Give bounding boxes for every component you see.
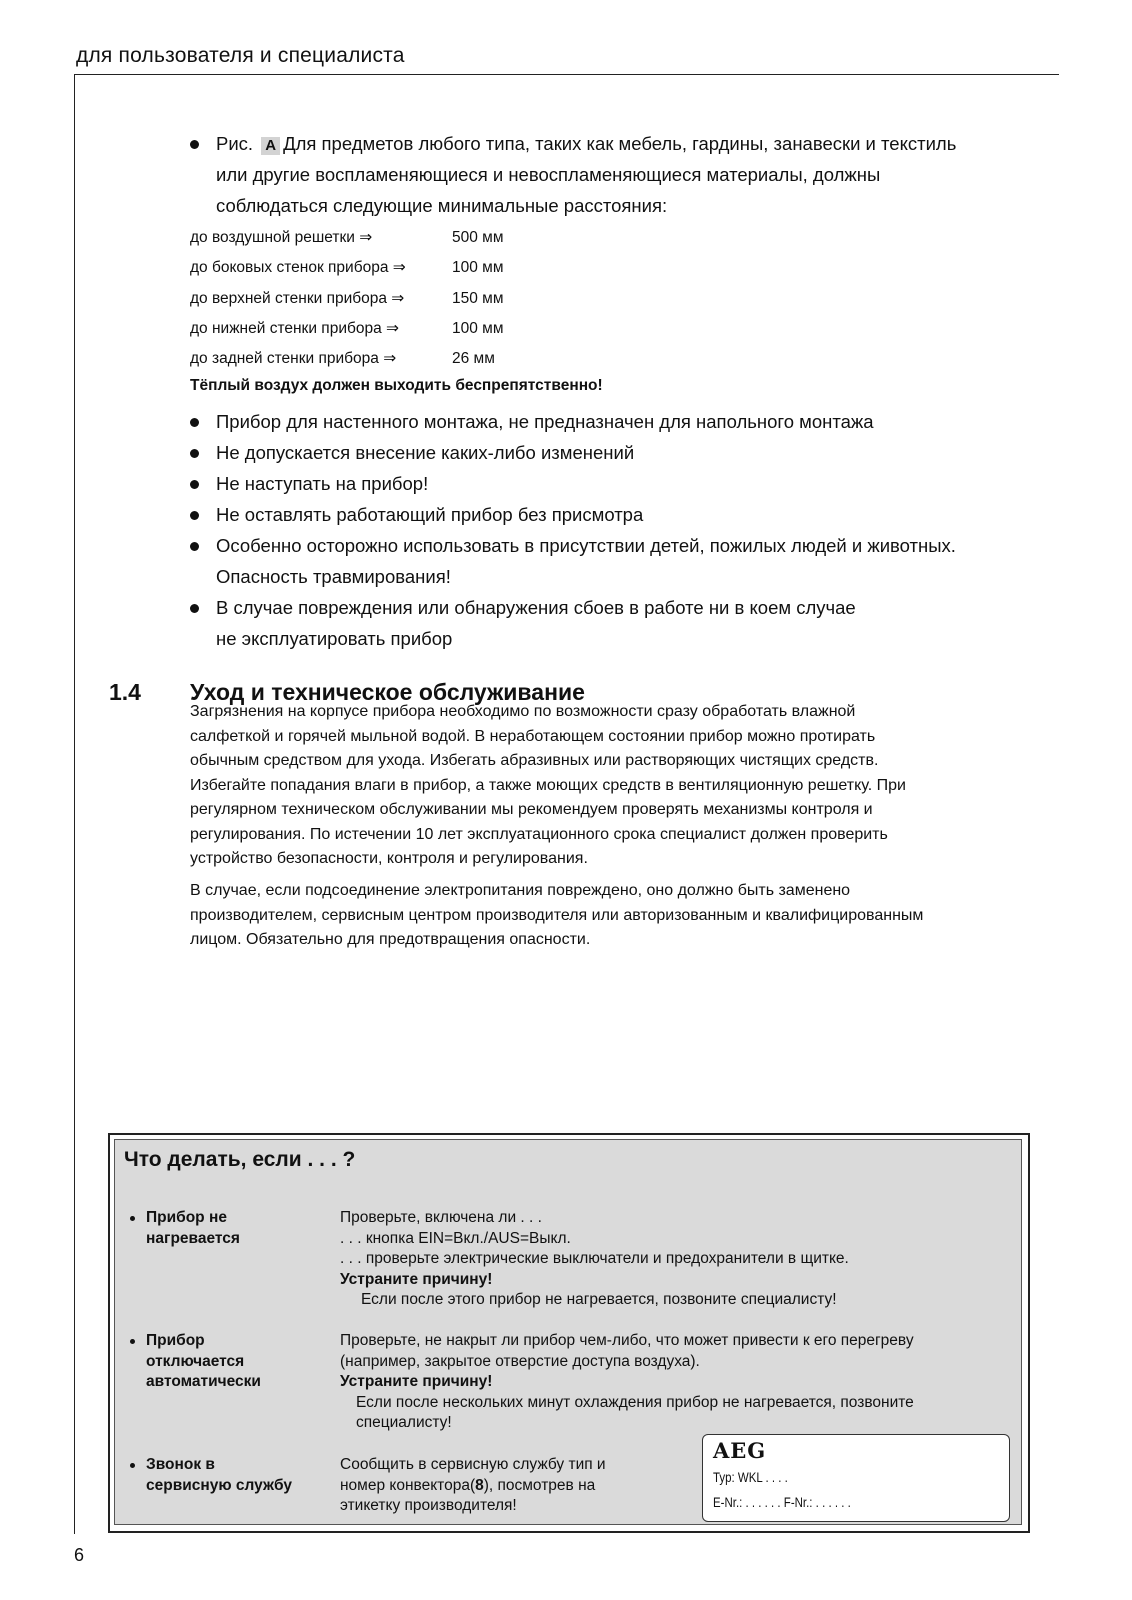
fix-line: специалисту! bbox=[356, 1414, 452, 1431]
distance-label: до задней стенки прибора ⇒ bbox=[190, 350, 397, 368]
answer-line bbox=[340, 1476, 606, 1497]
paragraph-line: лицом. Обязательно для предотвращения опасности. bbox=[190, 931, 591, 948]
bullet-dot-icon bbox=[190, 418, 199, 427]
bullet-dot-icon bbox=[190, 480, 199, 489]
distance-row bbox=[190, 253, 503, 283]
answer-line: . . . кнопка EIN=Вкл./AUS=Выкл. bbox=[340, 1229, 571, 1247]
bullet-text-line: Не допускается внесение каких-либо изменений bbox=[216, 442, 635, 463]
paragraph-line: Загрязнения на корпусе прибора необходимо по возможности сразу обработать влажной bbox=[190, 703, 856, 720]
serial-line: E-Nr.: . . . . . . F-Nr.: . . . . . . bbox=[713, 1494, 851, 1510]
intro-bullet-block bbox=[190, 128, 1030, 221]
paragraph-line: обычным средством для ухода. Избегать абразивных или растворяющих чистящих средств. bbox=[190, 752, 879, 769]
bullet-dot-icon bbox=[190, 511, 199, 520]
paragraph-line: В случае, если подсоединение электропитания повреждено, оно должно быть заменено bbox=[190, 882, 851, 899]
bullet-dot-icon bbox=[190, 140, 199, 149]
paragraph-line: Избегайте попадания влаги в прибор, а также моющих средств в вентиляционную решетку. При bbox=[190, 776, 906, 794]
distance-label: до верхней стенки прибора ⇒ bbox=[190, 289, 405, 307]
question-line: Прибор bbox=[146, 1332, 205, 1349]
bullet-text-line: В случае повреждения или обнаружения сбоев в работе ни в коем случае bbox=[216, 597, 856, 618]
rating-plate bbox=[702, 1434, 1010, 1522]
bullet-dot-icon bbox=[190, 449, 199, 458]
distance-label: до нижней стенки прибора ⇒ bbox=[190, 319, 400, 337]
answer-line: . . . проверьте электрические выключатели и предохранители в щитке. bbox=[340, 1250, 849, 1267]
paragraph-line: регулярном техническом обслуживании мы рекомендуем проверять механизмы контроля и bbox=[190, 801, 873, 818]
question-line: автоматически bbox=[146, 1373, 261, 1390]
intro-text-line: Для предметов любого типа, таких как мебель, гардины, занавески и текстиль bbox=[283, 133, 957, 154]
troubleshooting-title: Что делать, если . . . ? bbox=[124, 1148, 356, 1171]
paragraph-line: устройство безопасности, контроля и регулирования. bbox=[190, 850, 588, 867]
intro-line bbox=[216, 128, 1030, 159]
safety-bullets bbox=[190, 406, 1030, 654]
power-cord-paragraph bbox=[190, 879, 1020, 953]
answer-line: (например, закрытое отверстие доступа воздуха). bbox=[340, 1352, 700, 1370]
trouble-question bbox=[146, 1331, 261, 1393]
distance-label: до воздушной решетки ⇒ bbox=[190, 229, 373, 246]
bullet-dot-icon bbox=[190, 604, 199, 613]
distance-row bbox=[190, 344, 503, 374]
safety-bullet bbox=[190, 530, 1030, 592]
page-number: 6 bbox=[74, 1545, 85, 1565]
paragraph-line: производителем, сервисным центром производителя или авторизованным и квалифицированным bbox=[190, 906, 924, 924]
bullet-dot-icon bbox=[190, 542, 199, 551]
bullet-dot-icon bbox=[130, 1216, 135, 1221]
distance-value: 100 мм bbox=[452, 259, 504, 277]
trouble-question bbox=[146, 1208, 240, 1249]
brand-logo: AEG bbox=[713, 1438, 767, 1463]
bullet-dot-icon bbox=[130, 1463, 135, 1468]
trouble-question bbox=[146, 1455, 292, 1496]
distance-value: 26 мм bbox=[452, 350, 495, 368]
question-line: отключается bbox=[146, 1352, 245, 1370]
maintenance-paragraph bbox=[190, 700, 1020, 872]
fix-label: Устраните причину! bbox=[340, 1270, 493, 1288]
section-number: 1.4 bbox=[109, 679, 141, 705]
bullet-text-line: Не наступать на прибор! bbox=[216, 473, 429, 494]
safety-bullet bbox=[190, 592, 1030, 654]
question-line: Звонок в bbox=[146, 1456, 215, 1473]
distance-label: до боковых стенок прибора ⇒ bbox=[190, 259, 406, 277]
answer-text: ), посмотрев на bbox=[483, 1476, 596, 1494]
answer-line: Сообщить в сервисную службу тип и bbox=[340, 1456, 606, 1473]
distance-row bbox=[190, 284, 503, 314]
figure-ref-prefix: Рис. bbox=[216, 133, 254, 154]
answer-line: Проверьте, включена ли . . . bbox=[340, 1209, 542, 1226]
warm-air-note: Тёплый воздух должен выходить беспрепятственно! bbox=[190, 377, 603, 394]
type-line: Typ: WKL . . . . bbox=[713, 1469, 788, 1485]
answer-text: номер конвектора( bbox=[340, 1476, 476, 1494]
answer-line: Проверьте, не накрыт ли прибор чем-либо, что может привести к его перегреву bbox=[340, 1332, 914, 1349]
question-line: нагревается bbox=[146, 1229, 240, 1247]
fix-line: Если после нескольких минут охлаждения прибор не нагревается, позвоните bbox=[356, 1393, 914, 1411]
bullet-dot-icon bbox=[130, 1339, 135, 1344]
distance-value: 100 мм bbox=[452, 319, 504, 337]
intro-text-line: или другие воспламеняющиеся и невоспламеняющиеся материалы, должны bbox=[216, 164, 881, 185]
bullet-text-line: Не оставлять работающий прибор без присмотра bbox=[216, 504, 644, 525]
safety-bullet bbox=[190, 468, 1030, 499]
fix-label: Устраните причину! bbox=[340, 1373, 493, 1390]
distance-row bbox=[190, 223, 503, 253]
trouble-answer bbox=[340, 1331, 914, 1434]
intro-text-line: соблюдаться следующие минимальные расстояния: bbox=[216, 195, 668, 216]
bullet-text-line: не эксплуатировать прибор bbox=[216, 628, 453, 649]
bullet-text-line: Прибор для настенного монтажа, не предназначен для напольного монтажа bbox=[216, 411, 874, 432]
bullet-text-line: Особенно осторожно использовать в присутствии детей, пожилых людей и животных. bbox=[216, 535, 956, 556]
figure-tag: A bbox=[261, 137, 280, 155]
fix-line: Если после этого прибор не нагревается, позвоните специалисту! bbox=[361, 1291, 837, 1308]
trouble-answer bbox=[340, 1208, 849, 1311]
margin-rule bbox=[74, 74, 75, 1534]
safety-bullet bbox=[190, 437, 1030, 468]
distance-value: 150 мм bbox=[452, 289, 504, 307]
question-line: Прибор не bbox=[146, 1209, 227, 1226]
safety-bullet bbox=[190, 406, 1030, 437]
bullet-text-line: Опасность травмирования! bbox=[216, 566, 451, 587]
distance-list bbox=[190, 223, 503, 374]
header-rule bbox=[74, 74, 1059, 75]
distance-value: 500 мм bbox=[452, 229, 504, 246]
trouble-answer bbox=[340, 1455, 606, 1517]
page-header: для пользователя и специалиста bbox=[76, 44, 405, 67]
distance-row bbox=[190, 314, 503, 344]
question-line: сервисную службу bbox=[146, 1476, 292, 1494]
answer-line: этикетку производителя! bbox=[340, 1497, 517, 1514]
paragraph-line: регулирования. По истечении 10 лет эксплуатационного срока специалист должен проверить bbox=[190, 825, 888, 843]
paragraph-line: салфеткой и горячей мыльной водой. В неработающем состоянии прибор можно протирать bbox=[190, 727, 876, 745]
safety-bullet bbox=[190, 499, 1030, 530]
section-title: Уход и техническое обслуживание bbox=[190, 679, 585, 705]
item-number: 8 bbox=[475, 1476, 484, 1494]
intro-bullet bbox=[190, 128, 1030, 221]
